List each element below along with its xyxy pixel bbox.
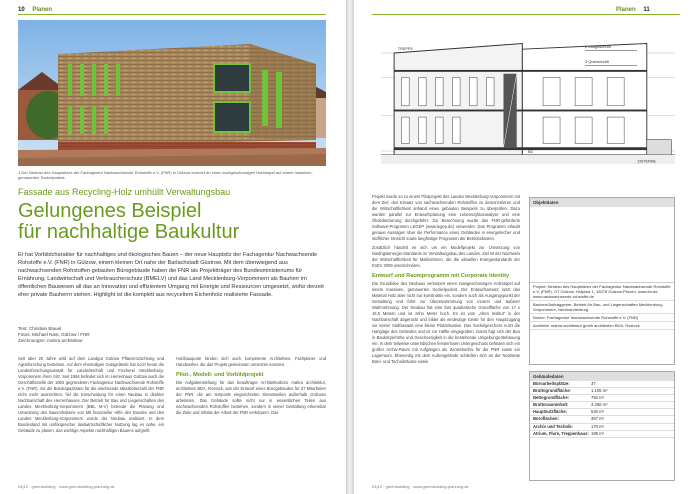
building-data-value: 3.256 m³	[591, 402, 608, 408]
object-data-row: Projekt: Neubau des Hauptsitzes der Fachagentur Nachwachsende Rohstoffe e.V. (FNR), OT Gülzow, Hofplatz 1, 18276 Gülzow-Prüzen, www.fnr.de, www.nachwachsende-rohstoffe.de	[530, 283, 674, 301]
building-data-key: Büroflächen:	[533, 416, 559, 422]
object-data-row: Architekt: mahra architektur gmbh architekten BDA, Rostock	[530, 322, 674, 330]
page-gutter	[346, 0, 354, 494]
building-data-row	[530, 431, 674, 438]
object-data-blank	[530, 207, 674, 283]
article-headline	[18, 201, 239, 243]
drawing-label-stairs: TREPPE	[397, 47, 413, 52]
page-number: 10	[18, 7, 25, 13]
photo-caption: 1 Der Neubau des Hauptsitzes der Fachagentur Nachwachsende Rohstoffe e.V. (FNR) in Gülzow erinnert an einen zweigeschossigen Holzstapel auf einem massiven, gemauerten Sockelpodest.	[18, 170, 313, 180]
right-footer: 04|12 · greenbuilding · www.greenbuilding-planning.de	[372, 484, 469, 489]
left-column-2	[176, 356, 326, 484]
object-data-title: Objektdaten	[530, 198, 674, 207]
building-data-key: Archiv und Technik:	[533, 423, 573, 429]
credit-text: Text: Christian Blauel	[18, 326, 62, 331]
article-kicker: Fassade aus Recycling-Holz umhüllt Verwaltungsbau	[18, 187, 231, 197]
building-data-key: Nettogrundfläche:	[533, 395, 570, 401]
building-data-row	[530, 416, 674, 423]
right-column-1-subhead: Entwurf und Raumprogramm mit Corporate Identity	[372, 273, 510, 279]
right-page-header	[616, 7, 650, 13]
building-data-row	[530, 409, 674, 416]
building-data-row	[530, 402, 674, 409]
left-column-1: Seit über 20 Jahre wird auf dem Landgut Gülzow Pflanzenzüchtung und Agrarforschung betrieben. Auf dem ehemaligen Gutsgelände hat noch heute die Landesforschungsanstalt für Landwirtschaft und Fischerei Mecklenburg-Vorpommern ihren Sitz. Seit 1994 befindet sich im Herrenhaus Gülzow auch die Geschäftsstelle der 1993 gegründeten Fachagentur Nachwachsende Rohstoffe e.V. (FNR). Als die Bürokapazitäten für die wachsende Mitarbeiterzahl der FNR nicht mehr ausreichten, fiel die Entscheidung für einen Neubau in direkter Nachbarschaft des Herrenhauses. Der Betrieb für Bau und Liegenschaften des Landes Mecklenburg-Vorpommern (BBL M-V) betreute die Planung und Umsetzung des Bauvorhabens von Mit finanzieller Hilfe des Bundes und des Landes Mecklenburg-Vorpommern wurde der Neubau realisiert. In dem Bundesland mit umfangreicher landwirtschaftlicher Nutzung lag es nahe, ein Gebäude zu planen, das wichtige Aspekte nachhaltigen Bauens aufgreift.	[18, 356, 164, 433]
longitudinal-section-drawing	[372, 36, 684, 168]
drawing-legend	[585, 44, 637, 74]
left-page	[0, 0, 346, 494]
credit-drawings: Zeichnungen: mahra architektur	[18, 338, 83, 343]
page-number: 11	[643, 7, 650, 13]
building-data-title: Gebäudedaten	[530, 372, 674, 381]
building-data-row	[530, 424, 674, 431]
left-column-2-intro: Holzbauquote fanden sich auch kompetente Architekten, Fachplaner und Handwerker, die das Projekt gemeinsam umsetzen konnten.	[176, 356, 326, 367]
building-photo	[18, 20, 326, 166]
building-data-row	[530, 395, 674, 402]
building-data-value: 37	[591, 381, 596, 386]
section-title: Planen	[616, 7, 636, 13]
building-data-key: Bruttogrundfläche:	[533, 388, 571, 394]
building-data-key: Atrium, Flure, Treppenhaus:	[533, 430, 589, 436]
left-column-2-subhead: Pilot-, Modell- und Vorbildprojekt	[176, 372, 264, 378]
object-data-row: Bauherr/Auftraggeber: Betrieb für Bau- und Liegenschaften Mecklenburg-Vorpommern, Neubrandenburg	[530, 301, 674, 314]
left-footer: 04|12 · greenbuilding · www.greenbuilding-planning.de	[18, 484, 115, 489]
left-column-2-body: Die Aufgabenstellung für das beauftragte Architekturbüro mahra architektur, architekten BDA, Rostock, war der Entwurf eines Bürogebäudes für 37 Mitarbeiter der FNR, die am temporär eingerichteten Dienststellen außerhalb Gülzows arbeiteten. Das Gebäude sollte nicht nur in wesentlichen Teilen aus nachwachsenden Rohstoffen bestehen, sondern in seiner Gestaltung erkennbar die Ziele und Inhalte der Arbeit der FNR verkörpern. Das	[176, 380, 326, 415]
building-illustration	[18, 20, 326, 166]
building-data-value: 1.105 m²	[591, 388, 608, 394]
headline-line-1: Gelungenes Beispiel	[18, 200, 202, 222]
building-data-key: Hauptnutzfläche:	[533, 409, 567, 415]
legend-item-2: 3 Querschnitt	[585, 59, 637, 66]
building-data-value: 357 m²	[591, 416, 605, 422]
drawing-label-cistern: ZISTERNE	[637, 159, 656, 164]
building-data-value: 170 m²	[591, 423, 605, 429]
right-column-1-p2: Zusätzlich handelt es sich um ein Modellprojekt zur Umsetzung von Niedrigstenergie-Standards im Verwaltungsbau des Landes. Ziel ist der Nachweis der Wirtschaftlichkeit für Maßnahmen, die die aktuellen Energiestandards der EnEV 2009 unterschreiten.	[372, 245, 520, 268]
building-data-value: 195 m²	[591, 430, 605, 436]
building-data-key: Bruttorauminhalt:	[533, 402, 569, 408]
right-column-1	[372, 194, 520, 482]
article-credits	[18, 326, 90, 344]
building-data-key: Büroarbeitsplätze:	[533, 381, 570, 386]
building-data-value: 792 m²	[591, 395, 605, 401]
header-rule	[18, 14, 326, 15]
article-lead: Er hat Vorbildcharakter für nachhaltiges und ökologisches Bauen – der neue Hauptsitz der Fachagentur Nachwachsende Rohstoffe e.V. (FNR) in Gülzow, einem kleinen Ort nahe der Barlachstadt Güstrow. Mit dem überwiegend aus nachwachsenden Rohstoffen gebauten Bürogebäude haben die FNR als Projektträger des Bundesministeriums für Ernährung, Landwirtschaft und Verbraucherschutz (BMELV) und das Land Mecklenburg-Vorpommern als Bauherr im öffentlichen Bauwesen all das an Innovation und effizientem Umgang mit Energie und Ressourcen umgesetzt, wofür derzeit eher private Bauherrn stehen. Highlight ist die komplett aus recyceltem Eichenholz realisierte Fassade.	[18, 252, 324, 299]
left-page-header	[18, 7, 52, 13]
building-data-row	[530, 388, 674, 395]
object-data-row: Nutzer: Fachagentur Nachwachsende Rohstoffe e.V. (FNR)	[530, 314, 674, 322]
drawing-label-b6: B6	[528, 149, 533, 154]
right-column-1-p1: Projekt wurde so zu einem Pilotprojekt des Landes Mecklenburg-Vorpommern mit dem Ziel, den Einsatz von nachwachsenden Rohstoffen zu demonstrieren und die Wirtschaftlichkeit anhand eines gebauten Beispiels zu überprüfen. Dazu wurden parallel zur Entwurfsplanung eine Lebenszyklusanalyse und eine Ökobilanzierung durchgeführt. Zur Berechnung wurde das FNR-geförderte Software-Programm LEGEP (www.legep.de) verwendet. Das Programm erlaubt genaue Aussagen über die Performance eines Gebäudes in energetischer und stofflicher Hinsicht sowie langfristige Prognosen der Betriebskosten.	[372, 194, 520, 241]
building-data-value: 530 m²	[591, 409, 605, 415]
building-data-box	[529, 371, 675, 481]
section-title: Planen	[32, 7, 53, 13]
credit-photos: Fotos: Michael Nast, Gülzow / FNR	[18, 332, 90, 337]
legend-item-1: 2 Längsschnitt	[585, 44, 637, 51]
header-rule	[372, 14, 680, 15]
headline-line-2: für nachhaltige Baukultur	[18, 221, 240, 243]
object-data-box	[529, 197, 675, 365]
right-column-1-p3: Die Grundidee des Neubaus verkörpert einen zweigeschossigen Holzstapel auf einem massiven, gemauerten Sockelpodest. Der Entwurfsansatz setzt das Material Holz aber nicht nur konstruktiv ein, sondern auch als Ausgangspunkt der Gestaltung und führt zur Übereinstimmung von innerer und äußerer Wahrnehmung. Der Neubau hat eine fast quadratische Grundfläche von 17 x 16,5 Metern und ist zehn Meter hoch. Es ist vom „Alten Institut“ in der Nachbarschaft abgerückt und bildet als eindeutige Geste für den Hauptzugang vor seiner Südfassade eine kleine Platzsituation. Das Sockelgeschoss nutzt die Hanglage des Geländes und ist zur Hälfte eingegraben. Damit fügt sich der Bau in Baukörperhöhe und Geschossigkeit in die bestehende Umgebungs-Bebauung ein. In dem teilweise unterirdischen fensterlosen Untergeschoss befinden sich ein großer Archiv-Raum mit Aufgängen als Zentralarchiv für die FNR sowie ein Lagerraum. Ebenerdig mit dem Außengelände schließen sich an der Nordseite Büro- und Technikräume sowie	[372, 281, 520, 364]
building-data-row	[530, 381, 674, 388]
